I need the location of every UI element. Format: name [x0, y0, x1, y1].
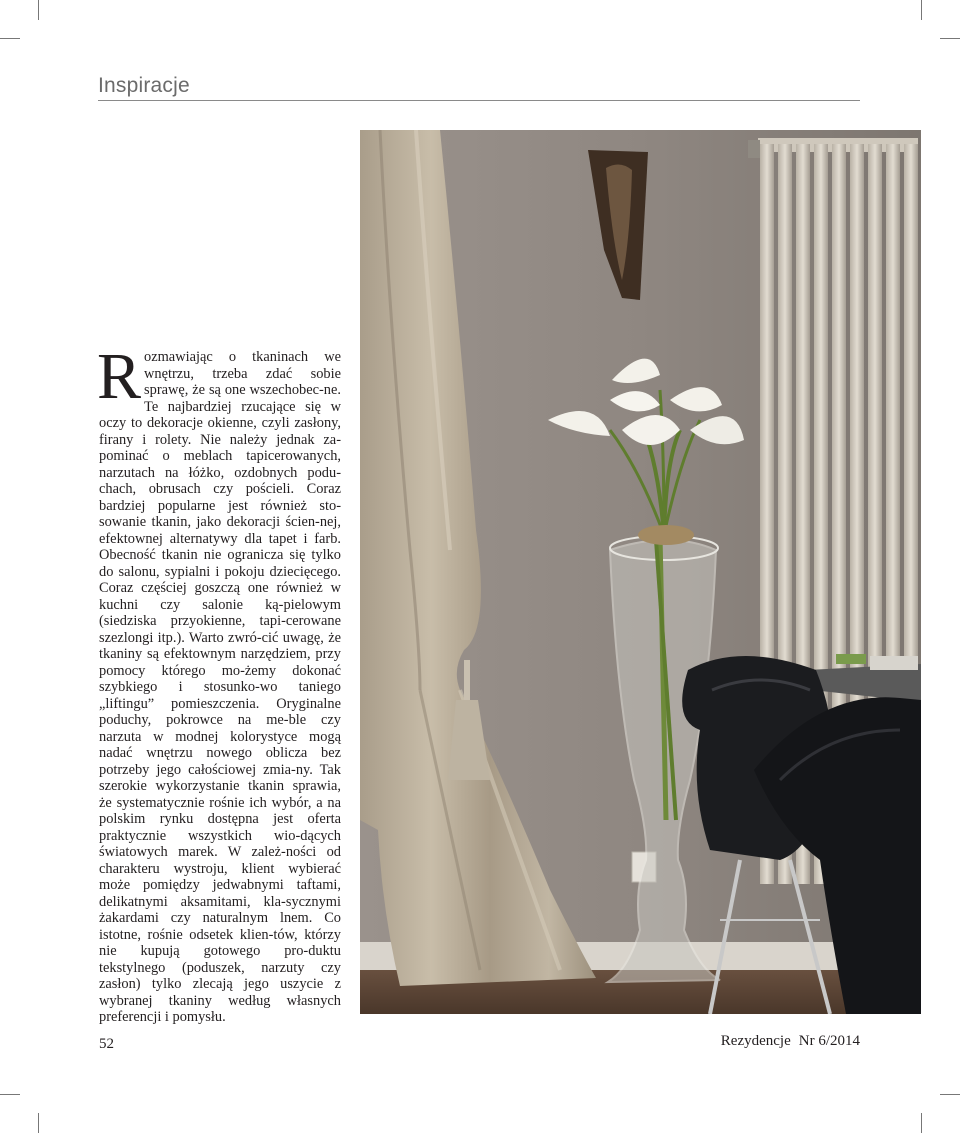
drop-cap: R [97, 340, 142, 413]
interior-photo [360, 130, 921, 1014]
crop-mark [921, 0, 922, 20]
crop-mark [0, 38, 20, 39]
section-title: Inspiracje [98, 74, 190, 97]
crop-mark [0, 1094, 20, 1095]
crop-mark [38, 0, 39, 20]
crop-mark [940, 38, 960, 39]
crop-mark [38, 1113, 39, 1133]
crop-mark [921, 1113, 922, 1133]
article-text: ozmawiając o tkaninach we wnętrzu, trzeba zdać sobie sprawę, że są one wszechobec-ne. Te najbardziej rzucające się w oczy to dekoracje okienne, czyli zasłony, firany i rolety. Nie należy jednak za-pominać o meblach tapicerowanych, narzutach na łóżko, ozdobnych podu-chach, obrusach czy pościeli. Coraz bardziej popularne jest również sto-sowanie tkanin, jako dekoracji ścien-nej, efektownej alternatywy dla tapet i farb. Obecność tkanin nie ogranicza się tylko do salonu, sypialni i pokoju dziecięcego. Coraz częściej goszczą one również w kuchni czy salonie ką-pielowym (siedziska przyokienne, tapi-cerowane szezlongi itp.). Warto zwró-cić uwagę, że tkaniny są efektownym narzędziem, przy pomocy którego mo-żemy dokonać szybkiego i stosunko-wo taniego „liftingu” pomieszczenia. Oryginalne poduchy, pokrowce na me-ble czy narzuta w modnej kolorystyce mogą nadać wnętrzu nowego oblicza bez potrzeby jego całościowej zmia-ny. Tak szerokie wykorzystanie tkanin sprawia, że systematycznie rośnie ich wybór, a na polskim rynku dostępna jest oferta praktycznie wszystkich wio-dących światowych marek. W zależ-ności od charakteru wystroju, klient wybierać może pomiędzy jedwabnymi taftami, delikatnymi aksamitami, kla-sycznymi żakardami czy naturalnym lnem. Co istotne, rośnie odsetek klien-tów, którzy nie kupują gotowego pro-duktu tekstylnego (poduszek, narzuty czy zasłon) tylko zlecają jego uszycie z wybranej tkaniny według własnych preferencji i pomysłu. [99, 349, 341, 1025]
issue-number: Nr 6/2014 [798, 1033, 860, 1049]
section-rule [98, 100, 860, 101]
page-number: 52 [99, 1036, 114, 1052]
magazine-name: Rezydencje [720, 1033, 791, 1049]
article-body [97, 340, 341, 1026]
crop-mark [940, 1094, 960, 1095]
magazine-info [721, 1033, 860, 1050]
